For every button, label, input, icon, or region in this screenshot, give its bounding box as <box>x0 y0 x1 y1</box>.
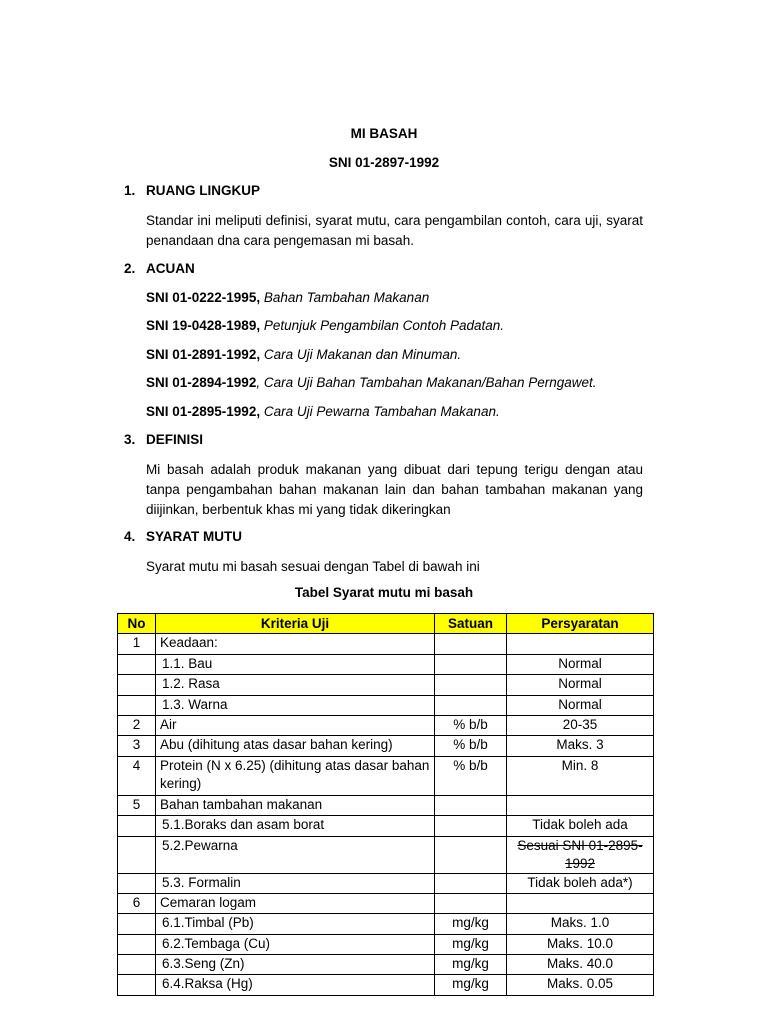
cell-no <box>118 816 156 836</box>
section-title: SYARAT MUTU <box>146 529 243 544</box>
cell-kriteria: 6.2.Tembaga (Cu) <box>156 934 435 954</box>
section-heading-acuan <box>124 261 195 276</box>
table-row <box>118 756 654 795</box>
cell-no: 2 <box>118 715 156 735</box>
cell-kriteria: Protein (N x 6.25) (dihitung atas dasar bahan kering) <box>156 756 435 795</box>
cell-no <box>118 955 156 975</box>
cell-kriteria: Bahan tambahan makanan <box>156 795 435 815</box>
cell-no <box>118 675 156 695</box>
table-row <box>118 795 654 815</box>
cell-satuan <box>435 634 507 654</box>
reference-code: SNI 01-0222-1995, <box>146 290 261 305</box>
section-text-definisi: Mi basah adalah produk makanan yang dibuat dari tepung terigu dengan atau tanpa pengambahan bahan makanan lain dan bahan tambahan makanan yang diijinkan, berbentuk khas mi yang tidak dikeringkan <box>146 462 643 517</box>
cell-persyaratan: Maks. 1.0 <box>507 914 654 934</box>
cell-satuan <box>435 795 507 815</box>
requirements-table <box>117 613 654 996</box>
reference-desc: Bahan Tambahan Makanan <box>260 290 430 305</box>
table-row <box>118 736 654 756</box>
col-header-kriteria: Kriteria Uji <box>156 614 435 634</box>
cell-kriteria: 5.1.Boraks dan asam borat <box>156 816 435 836</box>
cell-kriteria: 6.4.Raksa (Hg) <box>156 975 435 995</box>
cell-satuan <box>435 654 507 674</box>
cell-no <box>118 934 156 954</box>
reference-desc: Cara Uji Pewarna Tambahan Makanan. <box>260 404 500 419</box>
table-row <box>118 695 654 715</box>
cell-persyaratan: Maks. 3 <box>507 736 654 756</box>
section-title: DEFINISI <box>146 432 204 447</box>
reference-code: SNI 01-2895-1992, <box>146 404 261 419</box>
document-subtitle: SNI 01-2897-1992 <box>328 155 440 170</box>
cell-no <box>118 975 156 995</box>
table-row <box>118 634 654 654</box>
table-row <box>118 955 654 975</box>
cell-kriteria: Cemaran logam <box>156 893 435 913</box>
cell-satuan: mg/kg <box>435 975 507 995</box>
section-number: 3. <box>124 432 136 447</box>
cell-kriteria: 1.2. Rasa <box>156 675 435 695</box>
cell-kriteria: 1.3. Warna <box>156 695 435 715</box>
cell-kriteria: 6.1.Timbal (Pb) <box>156 914 435 934</box>
cell-satuan <box>435 816 507 836</box>
cell-persyaratan: Min. 8 <box>507 756 654 795</box>
cell-persyaratan: Normal <box>507 675 654 695</box>
cell-persyaratan: Maks. 0.05 <box>507 975 654 995</box>
table-row <box>118 873 654 893</box>
cell-kriteria: Air <box>156 715 435 735</box>
reference-desc: Petunjuk Pengambilan Contoh Padatan. <box>260 318 505 333</box>
cell-kriteria: 5.3. Formalin <box>156 873 435 893</box>
cell-persyaratan: Maks. 10.0 <box>507 934 654 954</box>
cell-kriteria: Keadaan: <box>156 634 435 654</box>
cell-satuan <box>435 836 507 873</box>
cell-kriteria: 5.2.Pewarna <box>156 836 435 873</box>
table-row <box>118 715 654 735</box>
cell-kriteria: Abu (dihitung atas dasar bahan kering) <box>156 736 435 756</box>
cell-persyaratan <box>507 893 654 913</box>
section-heading-syarat-mutu <box>124 529 242 544</box>
section-text-syarat-mutu: Syarat mutu mi basah sesuai dengan Tabel di bawah ini <box>146 559 480 574</box>
table-row <box>118 836 654 873</box>
document-title: MI BASAH <box>350 126 418 141</box>
reference-item <box>146 290 429 305</box>
cell-persyaratan: 20-35 <box>507 715 654 735</box>
cell-no <box>118 695 156 715</box>
cell-satuan <box>435 675 507 695</box>
reference-desc: Cara Uji Makanan dan Minuman. <box>260 347 462 362</box>
cell-no: 3 <box>118 736 156 756</box>
reference-code: SNI 01-2894-1992 <box>146 375 257 390</box>
reference-item <box>146 375 597 390</box>
reference-item <box>146 404 500 419</box>
cell-persyaratan <box>507 634 654 654</box>
cell-satuan: % b/b <box>435 736 507 756</box>
cell-kriteria: 6.3.Seng (Zn) <box>156 955 435 975</box>
section-heading-ruang-lingkup <box>124 183 260 198</box>
cell-persyaratan: Maks. 40.0 <box>507 955 654 975</box>
cell-kriteria: 1.1. Bau <box>156 654 435 674</box>
cell-no <box>118 654 156 674</box>
cell-persyaratan: Tidak boleh ada*) <box>507 873 654 893</box>
cell-no <box>118 873 156 893</box>
cell-satuan: mg/kg <box>435 914 507 934</box>
cell-no: 6 <box>118 893 156 913</box>
col-header-persyaratan: Persyaratan <box>507 614 654 634</box>
cell-no: 4 <box>118 756 156 795</box>
cell-satuan <box>435 893 507 913</box>
table-caption: Tabel Syarat mutu mi basah <box>294 585 474 600</box>
reference-code: SNI 01-2891-1992, <box>146 347 261 362</box>
col-header-no: No <box>118 614 156 634</box>
reference-code: SNI 19-0428-1989, <box>146 318 261 333</box>
cell-persyaratan <box>507 795 654 815</box>
table-row <box>118 975 654 995</box>
cell-persyaratan-strikethrough <box>507 836 654 873</box>
section-number: 1. <box>124 183 136 198</box>
section-text-ruang-lingkup: Standar ini meliputi definisi, syarat mutu, cara pengambilan contoh, cara uji, syarat penandaan dna cara pengemasan mi basah. <box>146 213 643 248</box>
section-title: RUANG LINGKUP <box>146 183 260 198</box>
section-number: 2. <box>124 261 136 276</box>
table-row <box>118 816 654 836</box>
cell-persyaratan: Normal <box>507 654 654 674</box>
section-number: 4. <box>124 529 136 544</box>
cell-satuan: % b/b <box>435 715 507 735</box>
cell-satuan <box>435 695 507 715</box>
cell-no: 1 <box>118 634 156 654</box>
cell-satuan: mg/kg <box>435 934 507 954</box>
cell-no <box>118 914 156 934</box>
section-title: ACUAN <box>146 261 195 276</box>
table-row <box>118 675 654 695</box>
table-row <box>118 914 654 934</box>
cell-satuan <box>435 873 507 893</box>
table-row <box>118 893 654 913</box>
table-header-row <box>118 614 654 634</box>
cell-persyaratan: Normal <box>507 695 654 715</box>
table-row <box>118 654 654 674</box>
section-heading-definisi <box>124 432 203 447</box>
cell-no <box>118 836 156 873</box>
table-row <box>118 934 654 954</box>
cell-satuan: mg/kg <box>435 955 507 975</box>
strikethrough-text: Sesuai SNI 01-2895-1992 <box>517 837 643 871</box>
col-header-satuan: Satuan <box>435 614 507 634</box>
cell-persyaratan: Tidak boleh ada <box>507 816 654 836</box>
cell-satuan: % b/b <box>435 756 507 795</box>
reference-desc: , Cara Uji Bahan Tambahan Makanan/Bahan Perngawet. <box>256 375 597 390</box>
cell-no: 5 <box>118 795 156 815</box>
reference-item <box>146 318 504 333</box>
reference-item <box>146 347 461 362</box>
